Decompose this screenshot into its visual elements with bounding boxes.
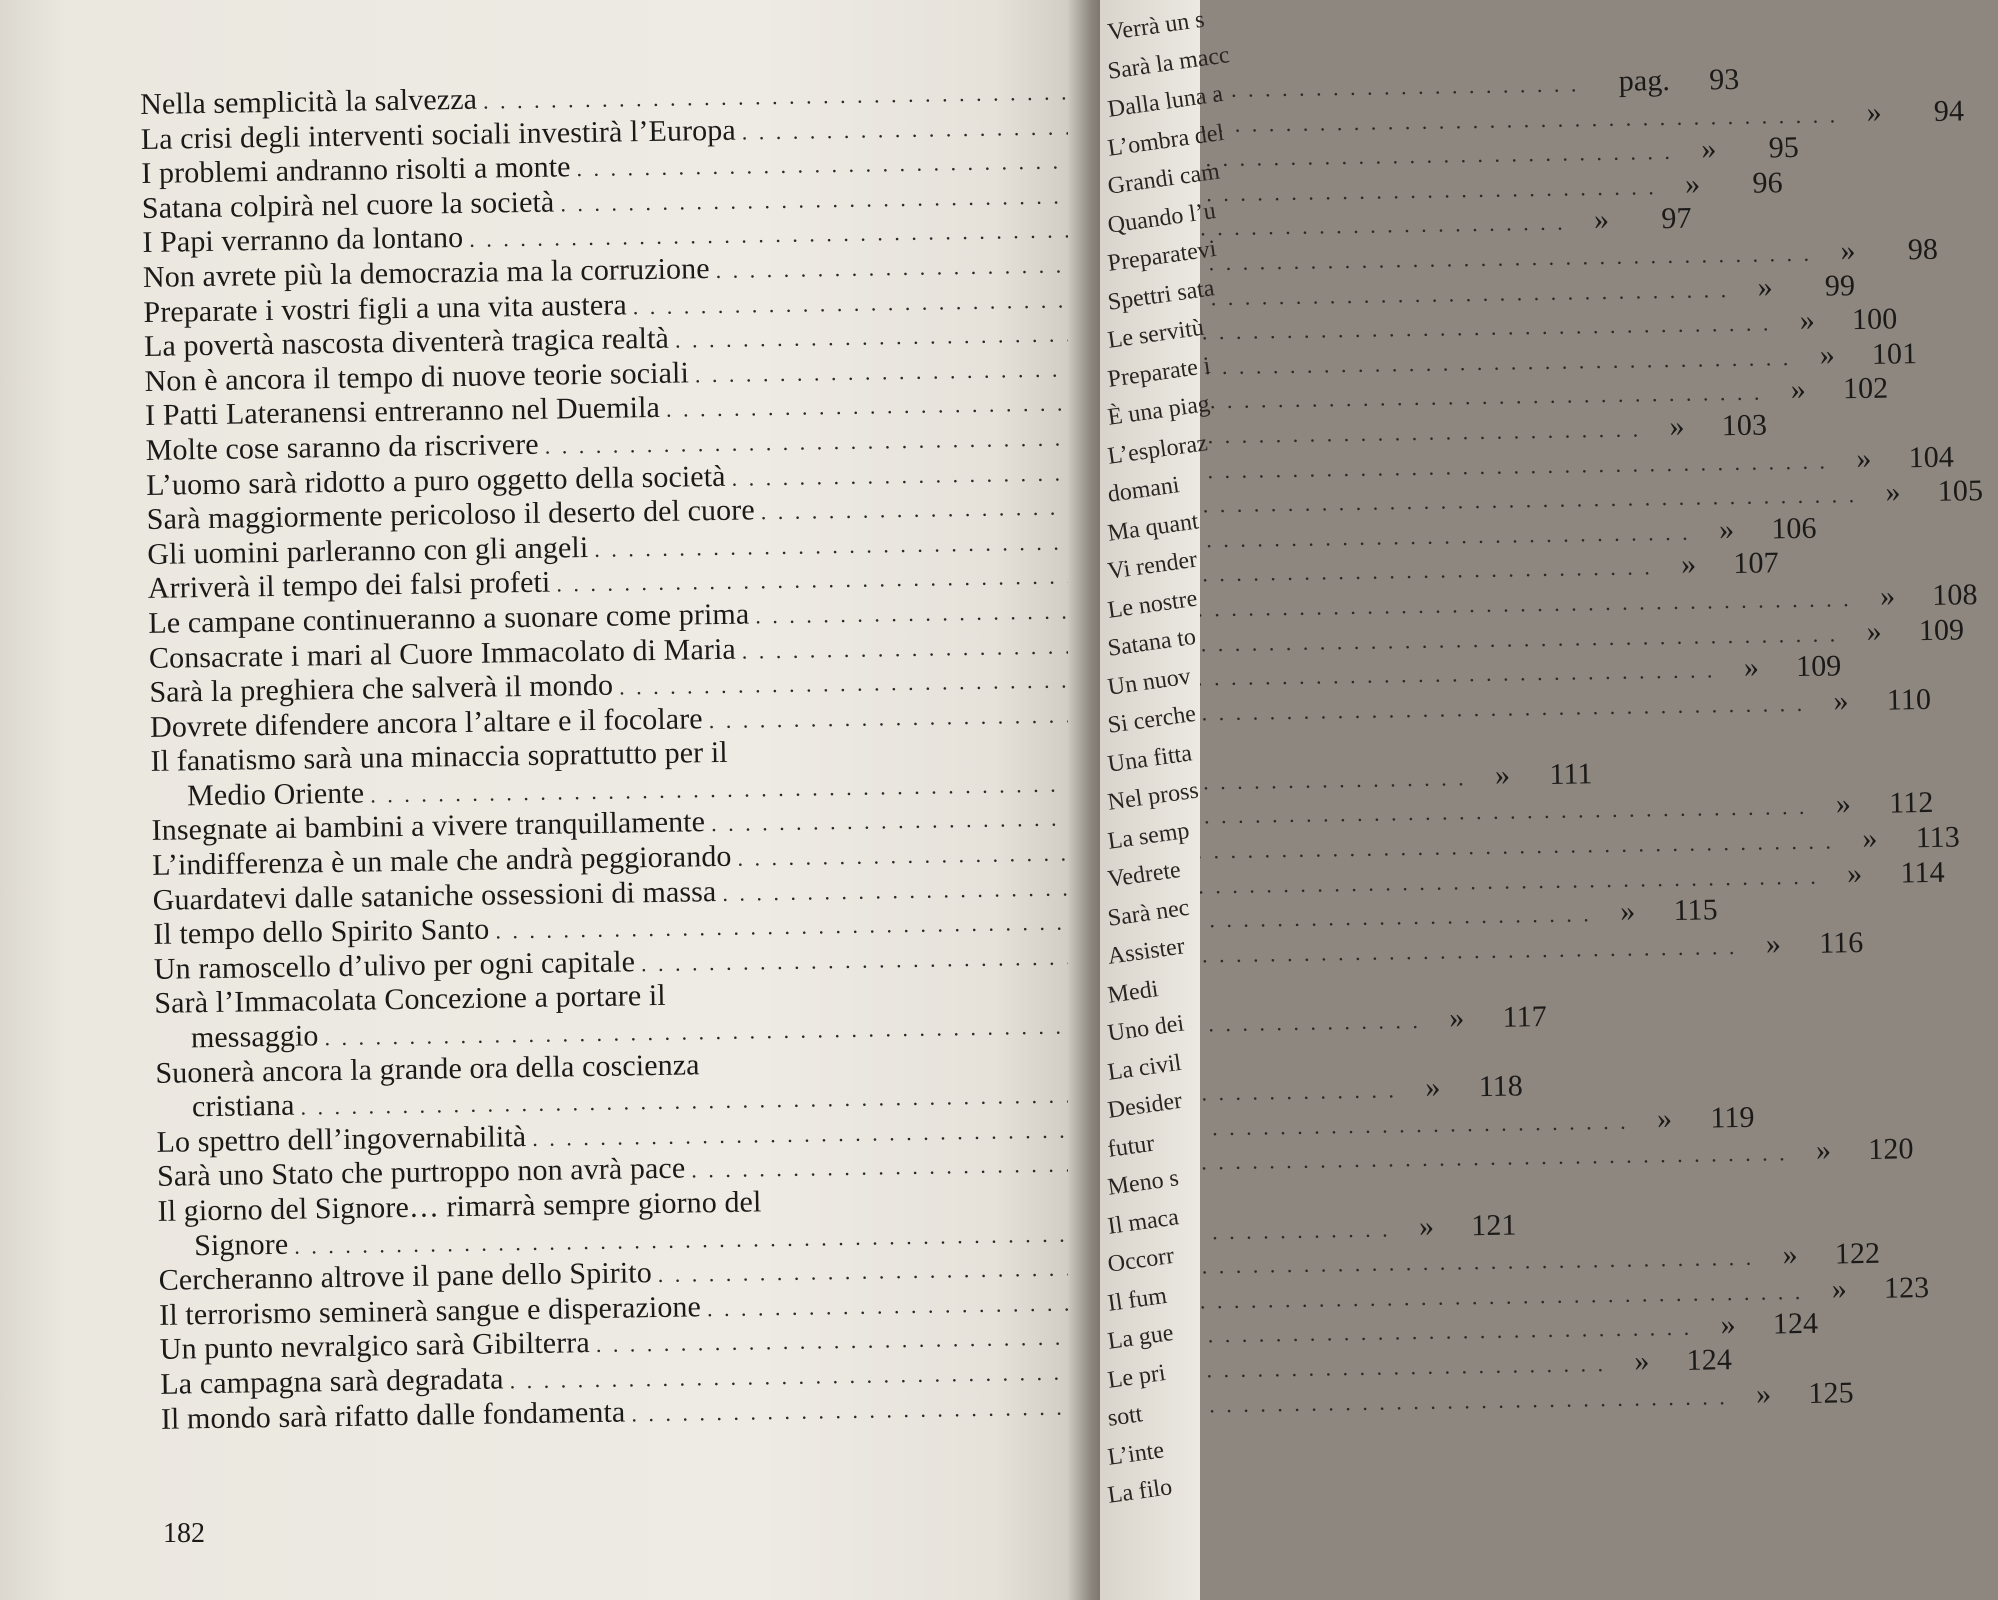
facing-page bbox=[1100, 0, 1232, 1600]
toc-entry-title: Medio Oriente bbox=[186, 776, 365, 813]
toc-entry-page: 96 bbox=[1752, 165, 1783, 200]
page-number: 182 bbox=[163, 1518, 205, 1549]
toc-entry-mark: » bbox=[1815, 1133, 1832, 1168]
toc-entry-title: Non avrete più la democrazia ma la corruzione bbox=[142, 252, 710, 294]
toc-entry-mark: » bbox=[1494, 758, 1511, 792]
facing-page-line: Si cerche bbox=[1106, 700, 1198, 739]
toc-entry-title: L’indifferenza è un male che andrà peggiorando bbox=[151, 839, 732, 882]
toc-entry-mark: » bbox=[1684, 167, 1701, 201]
toc-entry-page: 115 bbox=[1673, 893, 1718, 928]
toc-entry-title: Le campane continueranno a suonare come prima bbox=[148, 597, 750, 640]
toc-entry-mark: » bbox=[1425, 1070, 1441, 1105]
toc-entry-page: 93 bbox=[1708, 62, 1740, 97]
toc-entry-title: Signore bbox=[193, 1227, 289, 1262]
facing-page-line: Occorr bbox=[1106, 1242, 1176, 1278]
facing-page-line: sott bbox=[1106, 1401, 1145, 1432]
toc-entry-title: Consacrate i mari al Cuore Immacolato di Maria bbox=[148, 632, 737, 675]
facing-page-line: La semp bbox=[1106, 817, 1191, 855]
facing-page-line: Ma quant bbox=[1106, 507, 1201, 547]
toc-entry-page: 107 bbox=[1733, 546, 1779, 581]
toc-entry-page: 102 bbox=[1842, 371, 1889, 406]
toc-entry-title: Suonerà ancora la grande ora della coscienza bbox=[155, 1047, 700, 1090]
toc-entry-title: I Papi verranno da lontano bbox=[142, 221, 464, 260]
toc-entry-title: Il giorno del Signore… rimarrà sempre giorno del bbox=[157, 1185, 762, 1228]
facing-page-line: Quando l’u bbox=[1106, 197, 1218, 239]
toc-entry-mark: » bbox=[1862, 821, 1878, 856]
toc-entry-title: Sarà l’Immacolata Concezione a portare il bbox=[154, 979, 666, 1021]
facing-page-line: Le pri bbox=[1106, 1359, 1168, 1394]
facing-page-line: L’ombra del bbox=[1106, 119, 1226, 162]
facing-page-line: Uno dei bbox=[1106, 1010, 1186, 1047]
facing-page-line: Una fitta bbox=[1106, 739, 1194, 778]
toc-entry-title: Il mondo sarà rifatto dalle fondamenta bbox=[160, 1395, 626, 1436]
toc-entry-mark: » bbox=[1790, 373, 1807, 407]
facing-page-line: L’inte bbox=[1106, 1436, 1166, 1471]
facing-page-line: La civil bbox=[1106, 1049, 1183, 1086]
toc-entry-title: Lo spettro dell’ingovernabilità bbox=[156, 1119, 527, 1159]
facing-page-line: Medi bbox=[1106, 975, 1160, 1009]
facing-page-line: Dalla luna a bbox=[1106, 80, 1225, 123]
toc-entry-mark: » bbox=[1418, 1209, 1435, 1243]
toc-entry-mark: » bbox=[1701, 132, 1717, 166]
toc-entry-page: 124 bbox=[1686, 1343, 1733, 1377]
toc-entry-page: 101 bbox=[1871, 336, 1918, 371]
facing-page-line: Vi render bbox=[1106, 546, 1199, 585]
toc-entry-title: Molte cose saranno da riscrivere bbox=[145, 427, 539, 467]
toc-entry-page: 110 bbox=[1886, 682, 1932, 717]
facing-page-line: Meno s bbox=[1106, 1165, 1181, 1201]
toc-entry-title: La crisi degli interventi sociali investirà l’Europa bbox=[140, 113, 737, 156]
facing-page-line: domani bbox=[1106, 472, 1182, 508]
toc-entry-mark: » bbox=[1720, 1308, 1736, 1342]
toc-entry-mark: » bbox=[1885, 475, 1901, 509]
toc-entry-page: 118 bbox=[1478, 1069, 1524, 1104]
toc-entry-page: 124 bbox=[1772, 1307, 1819, 1341]
toc-entry-mark: » bbox=[1718, 512, 1735, 546]
toc-entry-page: 103 bbox=[1721, 408, 1768, 443]
toc-entry-page: 122 bbox=[1834, 1237, 1881, 1271]
facing-page-line: La filo bbox=[1106, 1474, 1174, 1509]
toc-entry-mark: » bbox=[1840, 234, 1856, 268]
facing-page-line: Spettri sata bbox=[1106, 274, 1217, 316]
toc-entry-title: La campagna sarà degradata bbox=[160, 1362, 504, 1401]
toc-entry-page: 119 bbox=[1710, 1100, 1755, 1135]
toc-entry-title: Sarà uno Stato che purtroppo non avrà pace bbox=[156, 1151, 686, 1194]
toc-entry-mark: » bbox=[1449, 1001, 1465, 1035]
facing-page-line: Il maca bbox=[1106, 1203, 1181, 1240]
toc-entry-page: 111 bbox=[1549, 757, 1593, 791]
toc-entry-page: 105 bbox=[1937, 474, 1984, 508]
facing-page-line: Desider bbox=[1106, 1087, 1184, 1124]
facing-page-line: È una piag bbox=[1106, 390, 1212, 431]
toc-entry-page: 112 bbox=[1888, 786, 1934, 821]
toc-entry-mark: » bbox=[1634, 1344, 1650, 1378]
toc-entry-title: Un punto nevralgico sarà Gibilterra bbox=[159, 1326, 591, 1367]
toc-entry-mark: » bbox=[1833, 683, 1849, 718]
toc-entry-mark: » bbox=[1765, 927, 1782, 961]
toc-entry-mark: » bbox=[1879, 579, 1896, 613]
toc-entry-title: Preparate i vostri figli a una vita austera bbox=[143, 287, 628, 329]
toc-entry-title: Un ramoscello d’ulivo per ogni capitale bbox=[153, 945, 636, 986]
toc-entry-page: 99 bbox=[1824, 268, 1856, 303]
facing-page-line: Sarà nec bbox=[1106, 894, 1191, 932]
toc-entry-mark: » bbox=[1680, 547, 1697, 582]
toc-entry-mark: » bbox=[1819, 338, 1836, 372]
facing-page-line: La gue bbox=[1106, 1319, 1176, 1355]
toc-entry-title: Il fanatismo sarà una minaccia soprattutto per il bbox=[150, 736, 728, 779]
toc-entry-title: Sarà la preghiera che salverà il mondo bbox=[149, 668, 614, 710]
toc-entry-title: L’uomo sarà ridotto a puro oggetto della società bbox=[145, 459, 726, 502]
facing-page-line: Nel pross bbox=[1106, 777, 1201, 816]
toc-entry-page: 95 bbox=[1768, 131, 1800, 165]
facing-page-line: Preparate i bbox=[1106, 352, 1213, 393]
facing-page-line: Sarà la macc bbox=[1106, 41, 1232, 85]
toc-entry-page: 109 bbox=[1795, 649, 1842, 684]
toc-entry-mark: pag. bbox=[1618, 63, 1671, 98]
toc-entry-page: 117 bbox=[1502, 1000, 1548, 1034]
facing-page-line: Preparatevi bbox=[1106, 235, 1218, 277]
toc-entry-mark: » bbox=[1656, 1101, 1673, 1136]
toc-entry-mark: » bbox=[1866, 614, 1882, 648]
facing-page-line: Le servitù bbox=[1106, 314, 1206, 354]
facing-page-line: Verrà un s bbox=[1106, 6, 1207, 46]
facing-page-line: L’esploraz bbox=[1106, 429, 1210, 470]
toc-entry-mark: » bbox=[1593, 203, 1610, 237]
toc-entry-page: 109 bbox=[1918, 612, 1965, 647]
toc-entry-title: Il tempo dello Spirito Santo bbox=[153, 912, 490, 952]
toc-entry-title: I Patti Lateranensi entreranno nel Duemila bbox=[144, 391, 661, 433]
toc-entry-mark: » bbox=[1669, 409, 1685, 443]
toc-entry-mark: » bbox=[1619, 894, 1636, 929]
toc-entry-title: messaggio bbox=[190, 1019, 319, 1055]
toc-entry-mark: » bbox=[1782, 1238, 1798, 1272]
facing-page-line: Vedrete bbox=[1106, 856, 1183, 893]
facing-page-line: Le nostre bbox=[1106, 585, 1199, 624]
facing-page-line: Satana to bbox=[1106, 623, 1198, 662]
toc-entry-title: Gli uomini parleranno con gli angeli bbox=[147, 530, 589, 571]
toc-entry-mark: » bbox=[1831, 1272, 1848, 1306]
toc-entry-mark: » bbox=[1743, 650, 1760, 684]
toc-entry-page: 116 bbox=[1818, 925, 1864, 960]
toc-entry-title: Guardatevi dalle sataniche ossessioni di massa bbox=[152, 874, 717, 917]
toc-entry-title: La povertà nascosta diventerà tragica realtà bbox=[143, 321, 670, 364]
toc-entry-page: 114 bbox=[1900, 855, 1945, 890]
toc-entry-mark: » bbox=[1856, 441, 1872, 475]
toc-entry-title: Satana colpirà nel cuore la società bbox=[141, 185, 555, 225]
toc-entry-title: cristiana bbox=[191, 1088, 295, 1124]
toc-entry-mark: » bbox=[1755, 1377, 1772, 1411]
facing-page-line: Grandi cam bbox=[1106, 158, 1222, 200]
facing-page-line: futur bbox=[1106, 1130, 1156, 1163]
toc-entry-title: Non è ancora il tempo di nuove teorie sociali bbox=[144, 356, 690, 398]
toc-entry-page: 120 bbox=[1868, 1132, 1914, 1167]
toc-entry-title: Nella semplicità la salvezza bbox=[140, 82, 478, 121]
toc-entry-page: 113 bbox=[1915, 820, 1961, 855]
toc-entry-title: Sarà maggiormente pericoloso il deserto del cuore bbox=[146, 493, 755, 537]
toc-entry-page: 121 bbox=[1470, 1208, 1517, 1242]
facing-page-line: Un nuov bbox=[1106, 663, 1193, 701]
toc-entry-mark: » bbox=[1846, 856, 1863, 890]
toc-entry-title: Dovrete difendere ancora l’altare e il focolare bbox=[149, 701, 703, 744]
toc-entry-page: 123 bbox=[1883, 1270, 1930, 1305]
toc-entry-title: I problemi andranno risolti a monte bbox=[141, 150, 571, 191]
toc-entry-page: 94 bbox=[1933, 93, 1965, 128]
toc-entry-page: 104 bbox=[1908, 440, 1955, 474]
toc-entry-title: Cercheranno altrove il pane dello Spirito bbox=[158, 1256, 653, 1298]
toc-entry-mark: » bbox=[1757, 269, 1773, 304]
toc-entry-page: 98 bbox=[1907, 232, 1939, 267]
facing-page-line: Il fum bbox=[1106, 1282, 1169, 1317]
toc-entry-page: 108 bbox=[1932, 578, 1978, 612]
toc-entry-page: 125 bbox=[1808, 1375, 1854, 1410]
toc-entry-page: 97 bbox=[1661, 202, 1692, 236]
toc-entry-mark: » bbox=[1799, 303, 1816, 338]
toc-entry-mark: » bbox=[1835, 787, 1852, 821]
facing-page-line: Assister bbox=[1106, 933, 1187, 970]
toc-entry-page: 100 bbox=[1851, 302, 1898, 337]
toc-entry-title: Arriverà il tempo dei falsi profeti bbox=[147, 565, 551, 606]
toc-entry-mark: » bbox=[1866, 95, 1882, 129]
toc-entry-title: Il terrorismo seminerà sangue e disperazione bbox=[159, 1290, 702, 1332]
toc-entry-title: Insegnate ai bambini a vivere tranquillamente bbox=[151, 805, 706, 848]
toc-entry-page: 106 bbox=[1771, 511, 1817, 546]
